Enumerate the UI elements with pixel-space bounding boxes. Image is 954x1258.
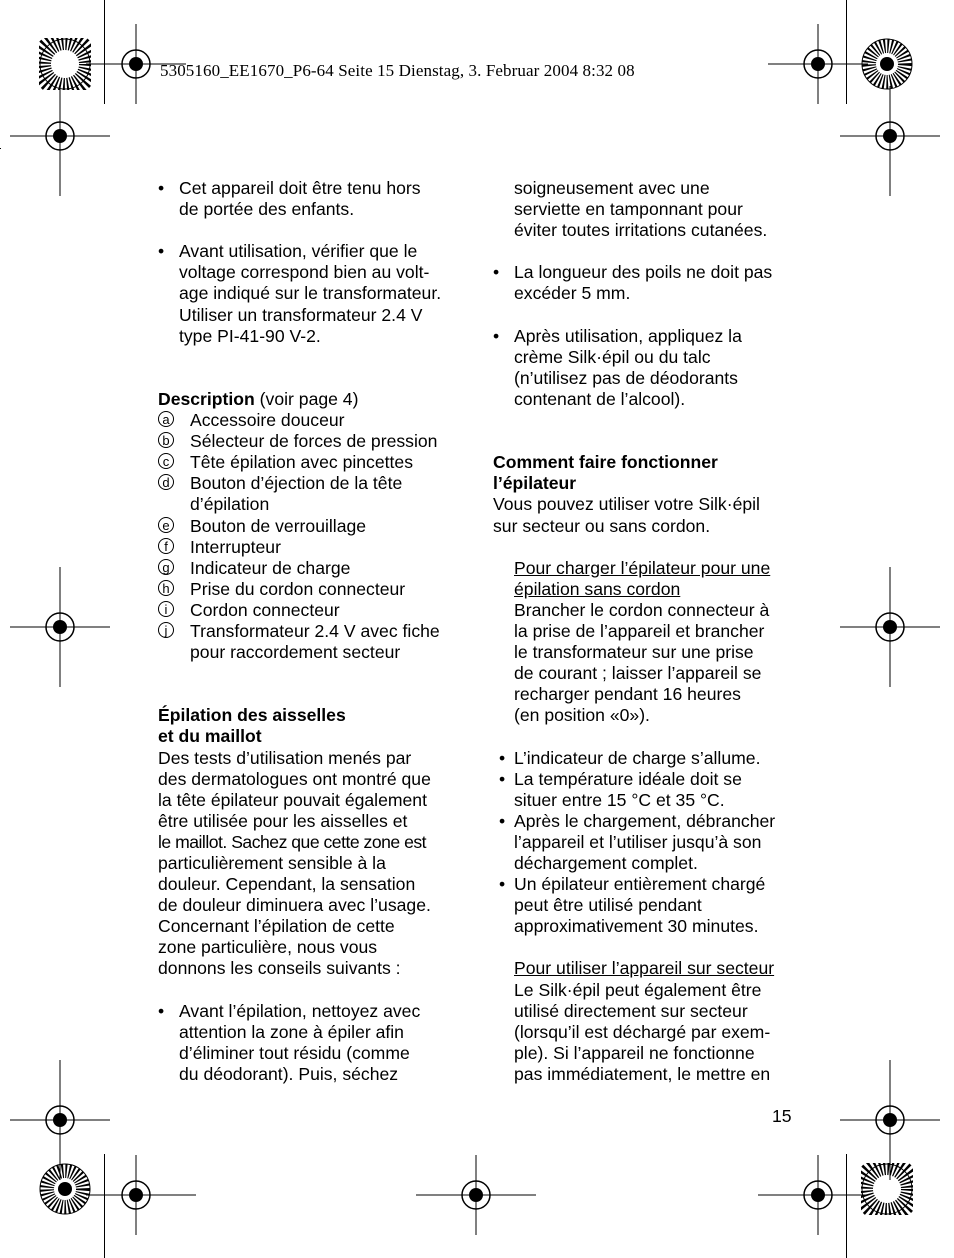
print-header: 5305160_EE1670_P6-64 Seite 15 Dienstag, 3. Februar 2004 8:32 08 [160, 61, 635, 80]
description-item [158, 473, 463, 515]
bullet-item [158, 1001, 463, 1085]
text-line: Bouton de verrouillage [190, 515, 367, 536]
text-line: ple). Si l’appareil ne fonctionne [514, 1042, 755, 1063]
letter-badge: g [158, 559, 174, 575]
text-line: donnons les conseils suivants : [158, 958, 401, 979]
text-line: particulièrement sensible à la [158, 853, 386, 873]
text-line: Cet appareil doit être tenu hors [179, 178, 421, 198]
bullet-icon: • [493, 262, 500, 283]
text-line: utilisé directement sur secteur [514, 1000, 748, 1021]
bullet-item [158, 178, 463, 220]
text-line: Un épilateur entièrement chargé [514, 874, 766, 895]
text-line: Des tests d’utilisation menés par [158, 747, 412, 768]
description-item [158, 452, 463, 473]
subsection-title: épilation sans cordon [514, 578, 681, 599]
title-line: et du maillot [158, 726, 262, 747]
letter-badge: e [158, 517, 174, 533]
letter-badge: a [158, 411, 174, 427]
letter-badge: f [158, 538, 174, 554]
letter-badge: i [158, 601, 174, 617]
text-line: Le Silk·épil peut également être [514, 979, 762, 1000]
bullet-icon: • [499, 810, 506, 831]
text-line: Après utilisation, appliquez la [514, 325, 742, 346]
bullet-icon: • [499, 768, 506, 789]
registration-mark-icon [840, 86, 940, 196]
text-line: Accessoire douceur [190, 410, 345, 431]
text-line: (n’utilisez pas de déodorants [514, 367, 738, 388]
text-line: soigneusement avec une [514, 178, 710, 198]
text-line: Utiliser un transformateur 2.4 V [179, 304, 423, 325]
text-line: Sélecteur de forces de pression [190, 431, 438, 452]
bullet-item [493, 326, 798, 410]
star-target-icon [39, 1163, 91, 1215]
text-line: sur secteur ou sans cordon. [493, 515, 711, 536]
bullet-item [493, 874, 798, 937]
text-line: Après le chargement, débrancher [514, 810, 776, 831]
letter-badge: h [158, 580, 174, 596]
text-line: douleur. Cependant, la sensation [158, 874, 416, 895]
bullet-icon: • [493, 325, 500, 346]
section-note: (voir page 4) [254, 388, 359, 409]
text-line: age indiqué sur le transformateur. [179, 283, 442, 304]
text-line: Avant l’épilation, nettoyez avec [179, 1000, 421, 1021]
text-line: La température idéale doit se [514, 768, 742, 789]
text-line: approximativement 30 minutes. [514, 916, 759, 937]
subsection-title: Pour utiliser l’appareil sur secteur [514, 958, 775, 979]
bullet-icon: • [158, 241, 165, 262]
text-line: être utilisée pour les aisselles et [158, 810, 408, 831]
text-line: excéder 5 mm. [514, 283, 631, 304]
letter-badge: b [158, 432, 174, 448]
letter-badge: c [158, 453, 174, 469]
text-line: pour raccordement secteur [190, 642, 401, 663]
description-item [158, 516, 463, 537]
left-column [158, 178, 463, 1085]
text-line: Cordon connecteur [190, 599, 340, 620]
registration-mark-icon [10, 86, 110, 196]
text-line: des dermatologues ont montré que [158, 768, 431, 789]
title-line: l’épilateur [493, 473, 577, 494]
text-line: le maillot. Sachez que cette zone est [158, 831, 427, 852]
description-item [158, 431, 463, 452]
section-title [493, 473, 798, 494]
title-line: Comment faire fonctionner [493, 452, 718, 473]
text-line: zone particulière, nous vous [158, 937, 378, 958]
description-item [158, 410, 463, 431]
description-item [158, 621, 463, 663]
text-line: serviette en tamponnant pour [514, 199, 743, 220]
section-title [493, 452, 798, 473]
text-line: la prise de l’appareil et brancher [514, 620, 765, 641]
title-line: Épilation des aisselles [158, 705, 346, 726]
text-line: de portée des enfants. [179, 199, 355, 220]
text-line: déchargement complet. [514, 853, 698, 873]
section-title: Description [158, 388, 255, 409]
text-line: contenant de l’alcool). [514, 388, 686, 409]
text-line: éviter toutes irritations cutanées. [514, 220, 768, 241]
text-line: Prise du cordon connecteur [190, 578, 406, 599]
letter-badge: j [158, 622, 174, 638]
bullet-icon: • [158, 1000, 165, 1021]
text-line: de douleur diminuera avec l’usage. [158, 895, 431, 916]
registration-mark-icon [10, 567, 110, 687]
text-line: L’indicateur de charge s’allume. [514, 747, 761, 768]
bullet-item [493, 769, 798, 811]
text-line: du déodorant). Puis, séchez [179, 1063, 399, 1084]
text-line: Indicateur de charge [190, 557, 351, 578]
right-column [493, 178, 798, 1085]
bullet-icon: • [499, 874, 506, 895]
text-line: l’appareil et l’utiliser jusqu’à son [514, 831, 762, 852]
text-line: pas immédiatement, le mettre en [514, 1063, 771, 1084]
star-target-icon [39, 38, 91, 90]
subsection-title: Pour charger l’épilateur pour une [514, 557, 771, 578]
description-item [158, 579, 463, 600]
star-target-icon [861, 1163, 913, 1215]
bullet-icon: • [499, 747, 506, 768]
text-line: d’épilation [190, 494, 270, 515]
text-line: Concernant l’épilation de cette [158, 916, 395, 937]
text-line: situer entre 15 °C et 35 °C. [514, 789, 725, 810]
text-line: voltage correspond bien au volt- [179, 262, 430, 283]
bullet-item [493, 811, 798, 874]
text-line: recharger pendant 16 heures [514, 684, 741, 705]
text-line: la tête épilateur pouvait également [158, 789, 427, 810]
bullet-item [158, 241, 463, 346]
text-line: Avant utilisation, vérifier que le [179, 241, 418, 262]
text-line: d’éliminer tout résidu (comme [179, 1042, 410, 1063]
section-title [158, 726, 463, 747]
crop-line [0, 148, 1, 149]
text-line: attention la zone à épiler afin [179, 1021, 404, 1042]
letter-badge: d [158, 474, 174, 490]
text-line: de courant ; laisser l’appareil se [514, 663, 762, 684]
text-line: La longueur des poils ne doit pas [514, 262, 773, 283]
section-title [158, 705, 463, 726]
text-line: Tête épilation avec pincettes [190, 452, 413, 473]
text-line: Transformateur 2.4 V avec fiche [190, 620, 440, 641]
text-line: peut être utilisé pendant [514, 895, 702, 916]
text-line: (en position «0»). [514, 705, 650, 726]
bullet-item [493, 262, 798, 304]
page-number: 15 [772, 1106, 792, 1126]
description-item [158, 600, 463, 621]
text-line: Brancher le cordon connecteur à [514, 599, 770, 620]
text-line: crème Silk·épil ou du talc [514, 346, 711, 367]
text-line: Interrupteur [190, 536, 281, 557]
star-target-icon [861, 38, 913, 90]
description-heading [158, 389, 463, 410]
description-item [158, 537, 463, 558]
text-line: (lorsqu’il est déchargé par exem- [514, 1021, 771, 1042]
text-line: Vous pouvez utiliser votre Silk·épil [493, 494, 760, 515]
registration-mark-icon [86, 1145, 196, 1245]
text-line: type PI-41-90 V-2. [179, 325, 321, 346]
registration-mark-icon [416, 1145, 536, 1245]
registration-mark-icon [840, 567, 940, 687]
text-line: Bouton d’éjection de la tête [190, 473, 403, 494]
bullet-icon: • [158, 178, 165, 198]
bullet-item [493, 748, 798, 769]
text-line: le transformateur sur une prise [514, 642, 754, 663]
description-item [158, 558, 463, 579]
registration-mark-icon [758, 1145, 868, 1245]
